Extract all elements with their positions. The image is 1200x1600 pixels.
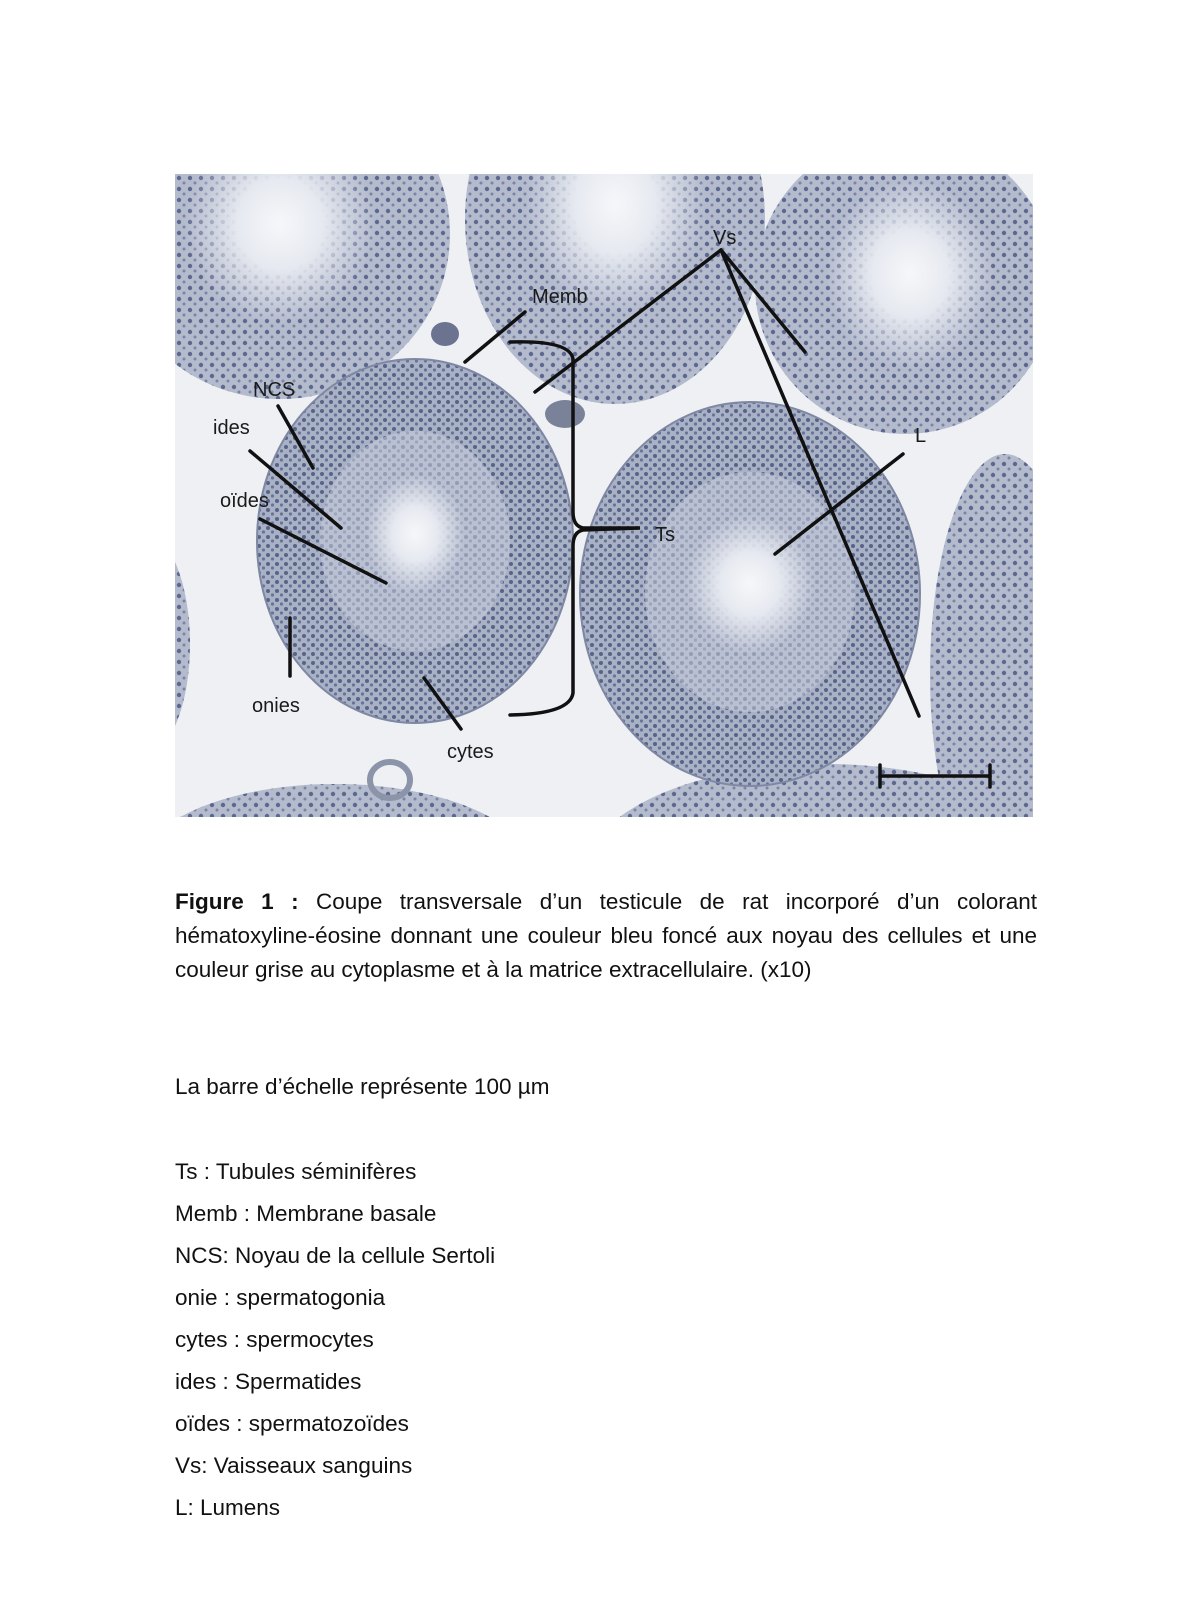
legend-item: NCS: Noyau de la cellule Sertoli xyxy=(175,1243,496,1268)
label-oides: oïdes xyxy=(220,490,269,512)
legend-item: ides : Spermatides xyxy=(175,1369,362,1394)
testis-micrograph xyxy=(175,174,1033,817)
scale-bar-note: La barre d’échelle représente 100 µm xyxy=(175,1074,550,1099)
label-cytes: cytes xyxy=(447,741,494,763)
label-onies: onies xyxy=(252,695,300,717)
label-l: L xyxy=(915,425,927,447)
caption-lead: Figure 1 : xyxy=(175,889,299,914)
legend-item: Ts : Tubules séminifères xyxy=(175,1159,417,1184)
legend-item: Memb : Membrane basale xyxy=(175,1201,437,1226)
label-vs: Vs xyxy=(713,227,737,249)
abbreviation-legend xyxy=(175,1155,495,1533)
legend-item: onie : spermatogonia xyxy=(175,1285,386,1310)
micrograph-figure xyxy=(175,174,1033,817)
legend-item: Vs: Vaisseaux sanguins xyxy=(175,1453,413,1478)
label-ides: ides xyxy=(213,417,250,439)
label-ncs: NCS xyxy=(253,379,296,401)
legend-item: L: Lumens xyxy=(175,1495,281,1520)
vessel-blob xyxy=(431,322,459,346)
label-ts: Ts xyxy=(655,524,675,546)
figure-caption xyxy=(175,885,1037,987)
legend-item: cytes : spermocytes xyxy=(175,1327,374,1352)
caption-text: Coupe transversale d’un testicule de rat incorporé d’un colorant hématoxyline-éosine donnant une couleur bleu foncé aux noyau des cellules et une couleur grise au cytoplasme et à la matrice extracellulaire. (x10) xyxy=(175,889,1037,982)
label-memb: Memb xyxy=(532,286,588,308)
vessel-blob xyxy=(545,400,585,428)
legend-item: oïdes : spermatozoïdes xyxy=(175,1411,409,1436)
